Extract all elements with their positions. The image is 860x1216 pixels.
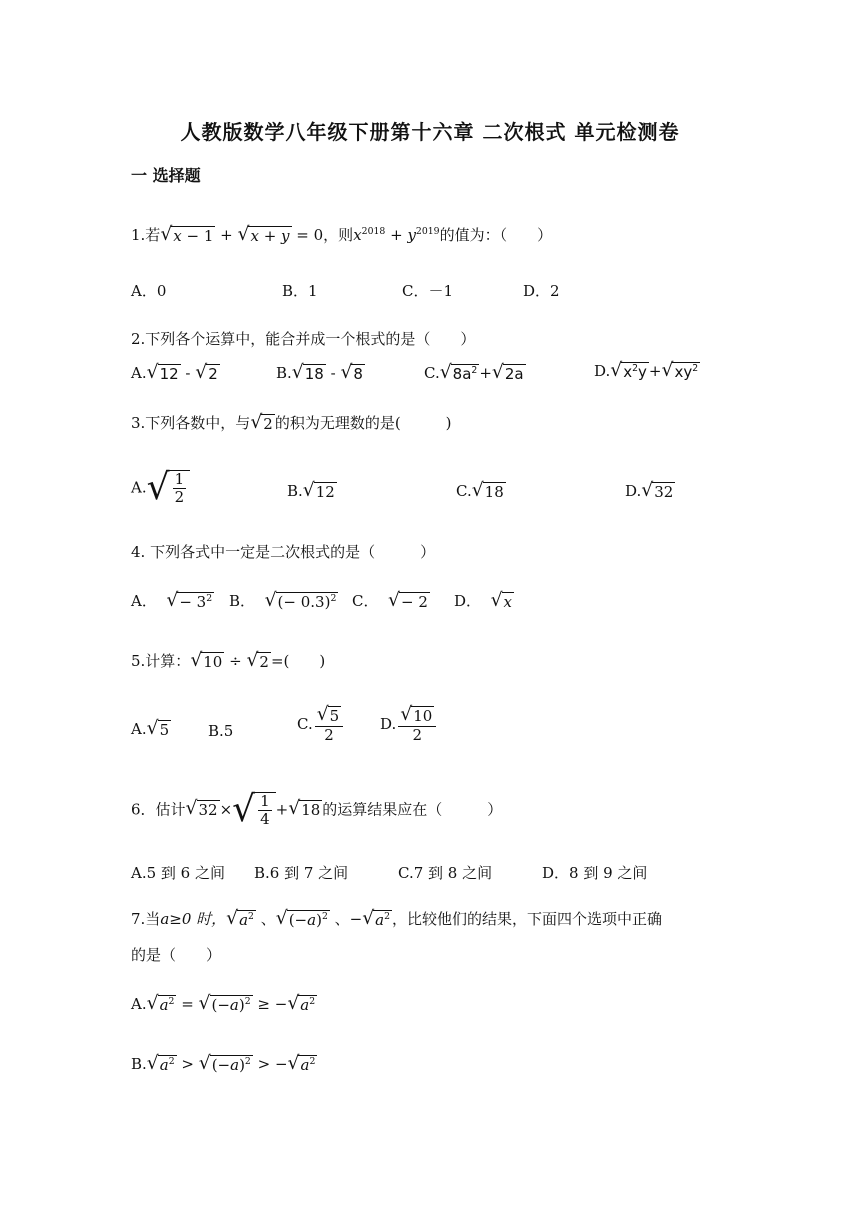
q3-option-d: D. √ 32: [625, 480, 674, 502]
q3-option-c: C. √ 18: [456, 480, 504, 502]
q5-option-a: A. √ 5: [131, 718, 170, 740]
q1-option-c: C．－1: [402, 282, 454, 300]
page-title: 人教版数学八年级下册第十六章 二次根式 单元检测卷: [180, 120, 680, 144]
question-3: 3.下列各数中，与 √ 2 的积为无理数的是( ): [131, 412, 452, 434]
question-4: 4. 下列各式中一定是二次根式的是（ ）: [131, 543, 436, 561]
q2-option-c: C. √ $8a^2$ + √ 2a: [424, 362, 524, 384]
q6-option-d: D．8 到 9 之间: [542, 864, 648, 882]
q4-option-b: B． √ (− 0.3)$^2$: [229, 590, 337, 612]
section-heading: 一 选择题: [131, 166, 201, 185]
question-5: 5.计算： √ 10 ÷ √ 2 =( ): [131, 650, 326, 672]
question-7-line2: 的是（ ）: [131, 946, 222, 964]
q1-prefix: 1.若: [131, 226, 161, 244]
q1-suffix: 的值为：（ ）: [439, 226, 553, 244]
question-2: 2.下列各个运算中，能合并成一个根式的是（ ）: [131, 330, 476, 348]
q3-option-b: B. √ 12: [287, 480, 335, 502]
q6-option-c: C.7 到 8 之间: [398, 864, 493, 882]
q1-mid: ，则: [323, 226, 354, 244]
q2-option-d: D. √ $x^2y$ + √ $xy^2$: [594, 360, 699, 382]
q5-option-c: C. √ 5 2: [297, 706, 345, 744]
question-7: 7.当a≥0 时， √ $a^2$ 、 √ $(-a)^2$ 、− √ $a^2$ ，比较他们的结果，下面四个选项中正确: [131, 908, 663, 930]
q6-option-a: A.5 到 6 之间: [131, 864, 225, 882]
q7-option-a: A. √ $a^2$ = √ $(-a)^2$ ≥ − √ $a^2$: [131, 993, 316, 1015]
q7-option-b: B. √ $a^2$ > √ $(-a)^2$ > − √ $a^2$: [131, 1053, 316, 1075]
q6-option-b: B.6 到 7 之间: [254, 864, 349, 882]
q3-option-a: A. √ $\frac{1}{2}$: [131, 470, 190, 507]
q2-option-b: B. √ 18 - √ 8: [276, 362, 363, 384]
q1-option-a: A．0: [131, 282, 167, 300]
q5-option-b: B.5: [208, 722, 234, 740]
q5-option-d: D. √ 10 2: [380, 706, 438, 744]
q4-option-a: A． √ − $3^2$: [131, 590, 213, 612]
q4-option-c: C． √ − 2: [352, 590, 428, 612]
q4-option-d: D． √ x: [454, 590, 512, 612]
question-6: 6．估计 √ 32 × √ $\frac{1}{4}$ + √ 18 的运算结果应在（ ）: [131, 789, 503, 830]
question-1: 1.若 √ x − 1 + √ x + y = 0，则$x^{2018} + y^{2019}$的值为：（ ）: [131, 224, 553, 246]
q1-option-b: B．1: [282, 282, 318, 300]
q1-option-d: D．2: [523, 282, 560, 300]
q2-option-a: A. √ 12 - √ 2: [131, 362, 218, 384]
